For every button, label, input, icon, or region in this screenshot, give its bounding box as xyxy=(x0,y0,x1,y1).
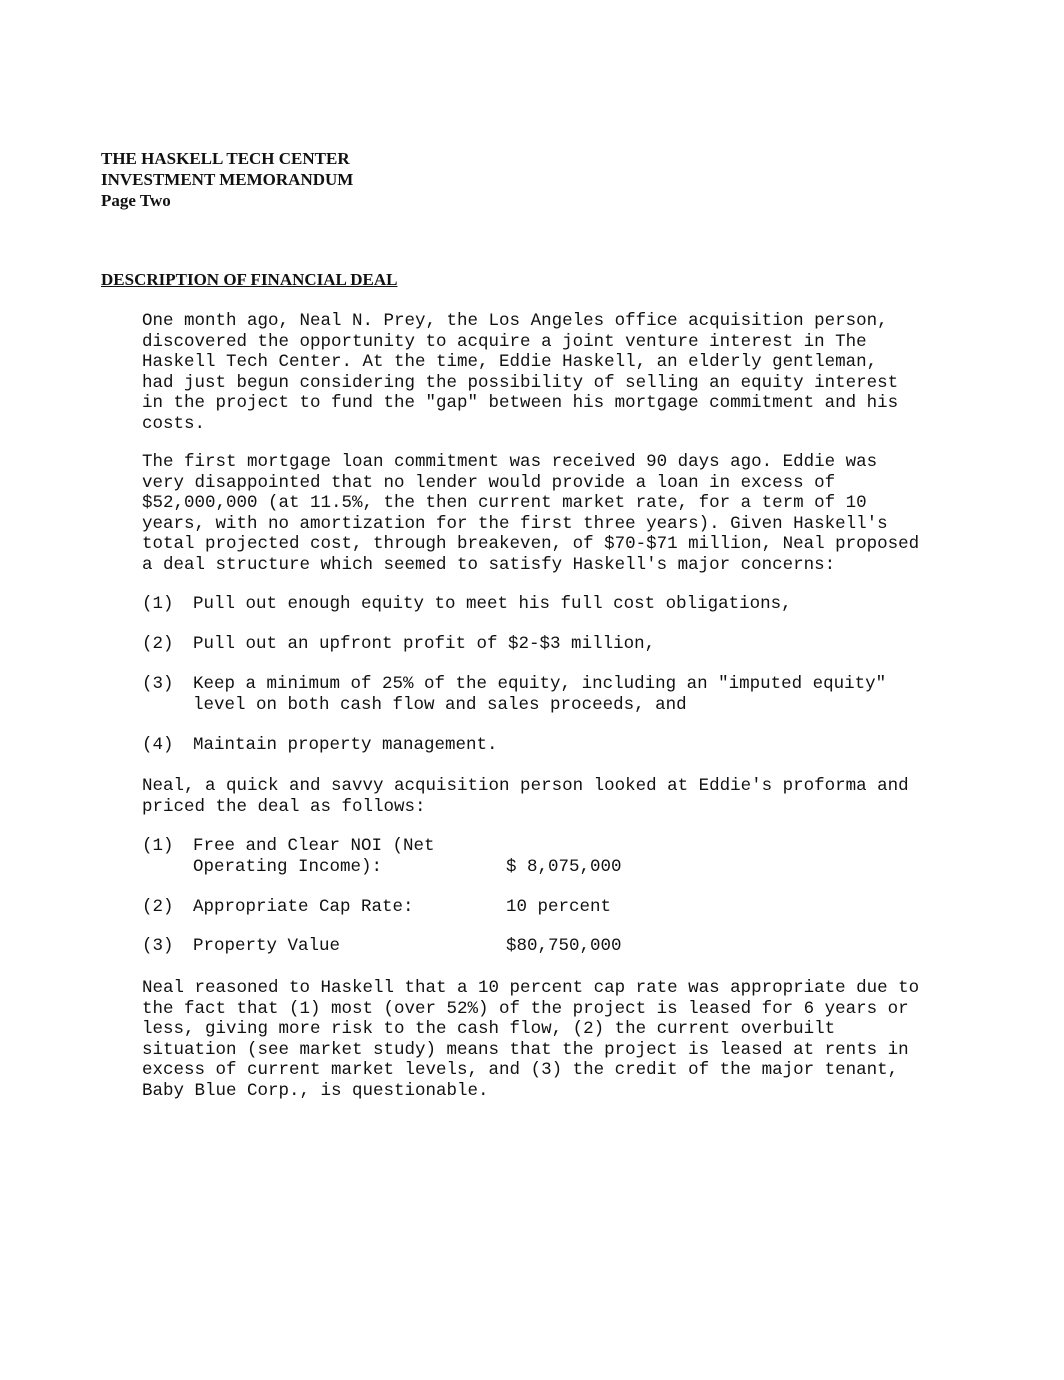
concern-text: Pull out enough equity to meet his full cost obligations, xyxy=(193,594,792,614)
pricing-number: (2) xyxy=(142,897,174,917)
paragraph-reasoning: Neal reasoned to Haskell that a 10 percent cap rate was appropriate due to the fact that (1) most (over 52%) of the project is leased for 6 years or less, giving more risk to the cash flow, (2) the current overbuilt situation (see market study) means that the project is leased at rents in excess of current market levels, and (3) the credit of the major tenant, Baby Blue Corp., is questionable. xyxy=(142,978,920,1101)
section-title: DESCRIPTION OF FINANCIAL DEAL xyxy=(101,270,398,289)
document-header xyxy=(101,148,353,211)
paragraph-intro: One month ago, Neal N. Prey, the Los Angeles office acquisition person, discovered the opportunity to acquire a joint venture interest in The Haskell Tech Center. At the time, Eddie Haskell, an elderly gentleman, had just begun considering the possibility of selling an equity interest in the project to fund the "gap" between his mortgage commitment and his costs. xyxy=(142,311,899,434)
concern-number: (2) xyxy=(142,634,174,654)
pricing-label: Free and Clear NOI (Net Operating Income): xyxy=(193,836,435,877)
pricing-value: $ 8,075,000 xyxy=(506,857,622,877)
pricing-value: $80,750,000 xyxy=(506,936,622,956)
concern-text: Maintain property management. xyxy=(193,735,498,755)
page-number: Page Two xyxy=(101,191,171,210)
header-title: THE HASKELL TECH CENTER xyxy=(101,149,350,168)
pricing-number: (3) xyxy=(142,936,174,956)
pricing-label: Appropriate Cap Rate: xyxy=(193,897,414,917)
pricing-number: (1) xyxy=(142,836,174,856)
concern-text: Keep a minimum of 25% of the equity, including an "imputed equity" level on both cash flow and sales proceeds, and xyxy=(193,674,887,715)
paragraph-pricing-intro: Neal, a quick and savvy acquisition person looked at Eddie's proforma and priced the deal as follows: xyxy=(142,776,909,817)
concern-number: (4) xyxy=(142,735,174,755)
pricing-value: 10 percent xyxy=(506,897,612,917)
header-subtitle: INVESTMENT MEMORANDUM xyxy=(101,170,354,189)
paragraph-loan: The first mortgage loan commitment was received 90 days ago. Eddie was very disappointed that no lender would provide a loan in excess of $52,000,000 (at 11.5%, the then current market rate, for a term of 10 years, with no amortization for the first three years). Given Haskell's total projected cost, through breakeven, of $70-$71 million, Neal proposed a deal structure which seemed to satisfy Haskell's major concerns: xyxy=(142,452,920,575)
pricing-label: Property Value xyxy=(193,936,341,956)
concern-number: (1) xyxy=(142,594,174,614)
concern-text: Pull out an upfront profit of $2-$3 million, xyxy=(193,634,656,654)
concern-number: (3) xyxy=(142,674,174,694)
